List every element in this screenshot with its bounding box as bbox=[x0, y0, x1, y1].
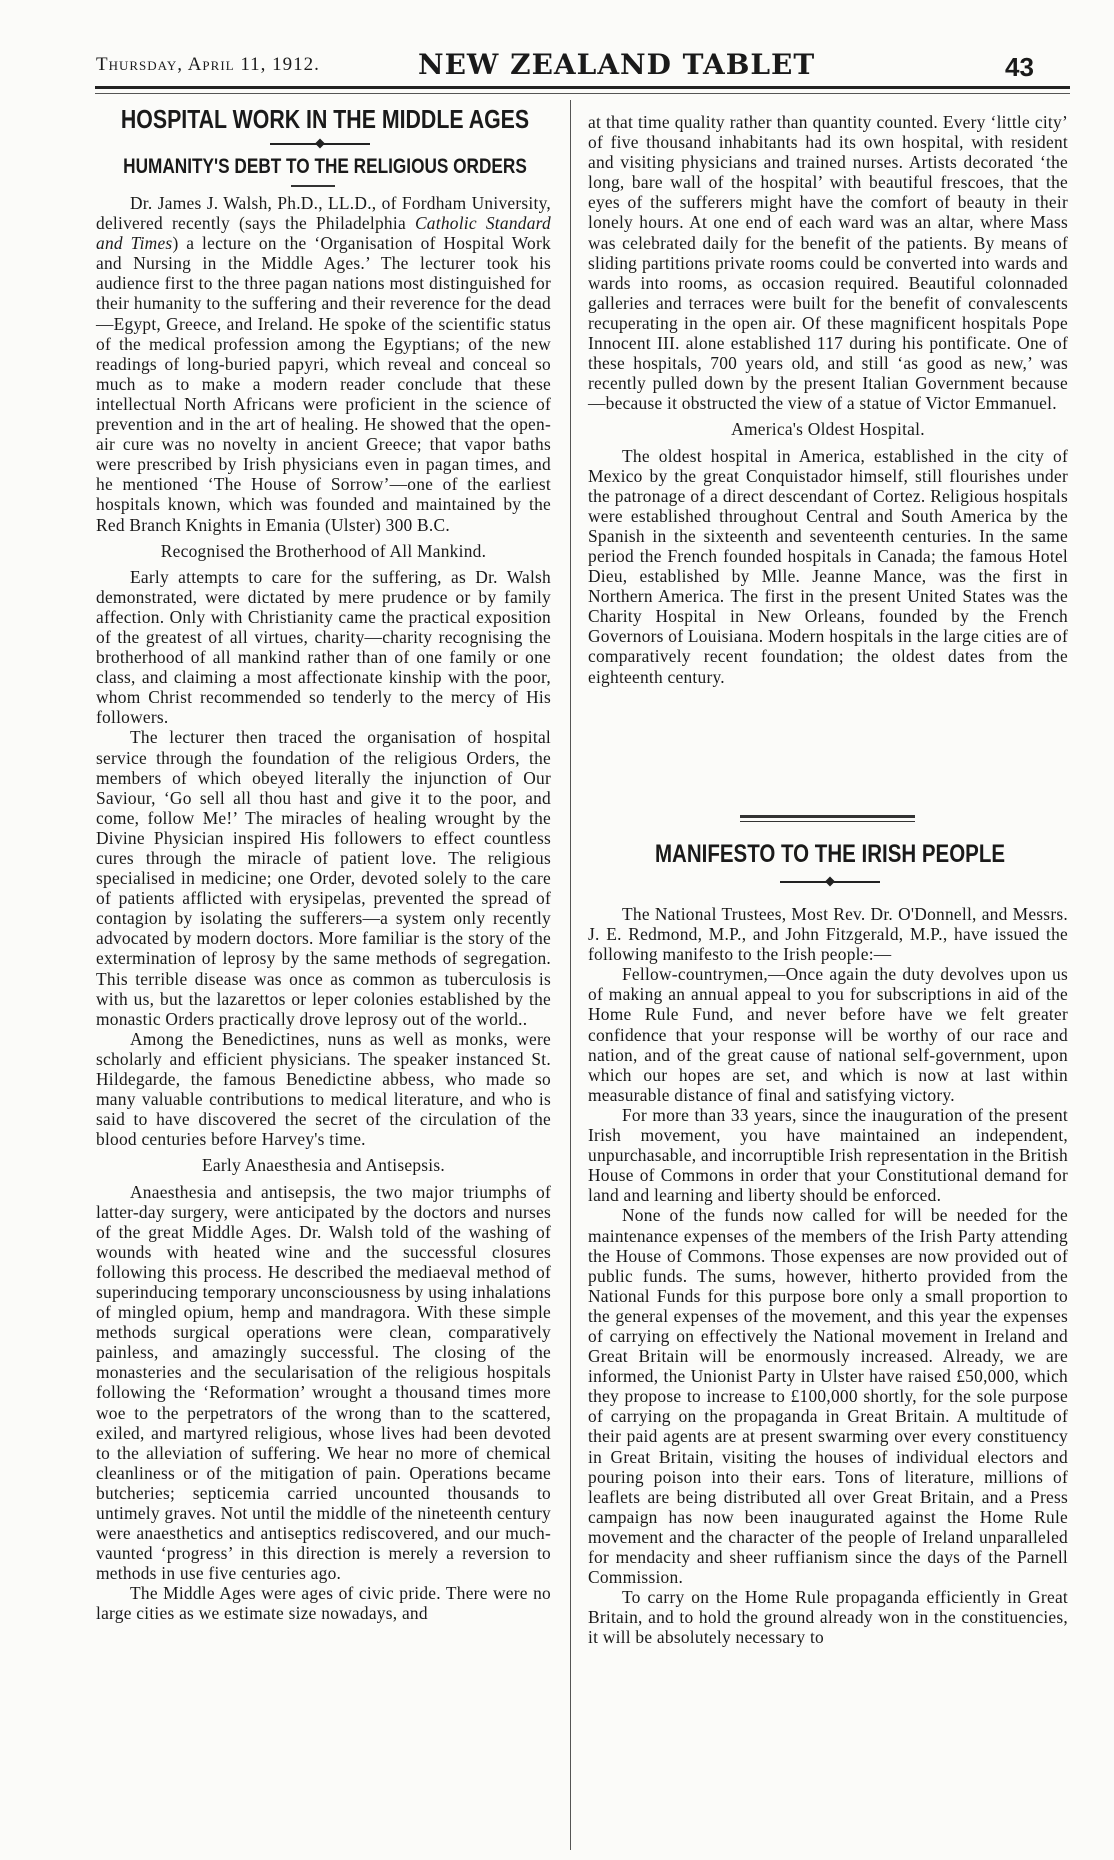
section-subheading: America's Oldest Hospital. bbox=[731, 419, 925, 440]
ornament-divider bbox=[270, 143, 370, 145]
left-column bbox=[96, 193, 551, 1624]
paragraph: Anaesthesia and antisepsis, the two major triumphs of latter-day surgery, were anticipated by the doctors and nurses of the great Middle Ages. Dr. Walsh told of the washing of wounds with heated wine and the successful closures following this process. He described the mediaeval method of superinducing temporary unconsciousness by using inhalations of mingled opium, hemp and mandragora. With these simple methods surgical operations were clean, comparatively painless, and amazingly successful. The closing of the monasteries and the secularisation of the religious hospitals following the ‘Reformation’ wrought a thousand times more woe to the perpetrators of the wrong than to the scattered, exiled, and martyred religious, whose lives had been devoted to the alleviation of suffering. We hear no more of chemical cleanliness or of the mitigation of pain. Operations became butcheries; septicemia carried uncounted thousands to untimely graves. Not until the middle of the nineteenth century were anaesthetics and antiseptics rediscovered, and our much-vaunted ‘progress’ in this direction is merely a reversion to methods in use five centuries ago. bbox=[96, 1181, 551, 1584]
article-subheadline: HUMANITY'S DEBT TO THE RELIGIOUS ORDERS bbox=[123, 155, 527, 178]
paragraph: The National Trustees, Most Rev. Dr. O'Donnell, and Messrs. J. E. Redmond, M.P., and John Fitzgerald, M.P., have issued the following manifesto to the Irish people:— bbox=[588, 904, 1068, 965]
right-column-top bbox=[588, 112, 1068, 687]
header-rule bbox=[95, 86, 1070, 89]
text: Dr. James J. Walsh, Ph.D., LL.D., of Fordham University, delivered recently (says the Philadelphia bbox=[96, 193, 551, 234]
article-separator-thin bbox=[740, 821, 915, 822]
paragraph: at that time quality rather than quantity counted. Every ‘little city’ of five thousand inhabitants had its own hospital, with resident and visiting physicians and trained nurses. Artists decorated ‘the long, bare wall of the hospital’ with beautiful frescoes, that the eyes of the sufferers might have the comfort of beauty in their lonely hours. At one end of each ward was an altar, where Mass was celebrated daily for the benefit of the patients. By means of sliding partitions private rooms could be converted into wards and wards into rooms, as occasion required. Beautiful colonnaded galleries and terraces were built for the benefit of convalescents recuperating in the open air. Of these magnificent hospitals Pope Innocent III. alone established 117 during his pontificate. One of these hospitals, 700 years old, and still ‘as good as new,’ was recently pulled down by the present Italian Government because—because it obstructed the view of a statue of Victor Emmanuel. bbox=[588, 112, 1068, 414]
paragraph: Fellow-countrymen,—Once again the duty devolves upon us of making an annual appeal to you for subscriptions in aid of the Home Rule Fund, and never before have we felt greater confidence that your response will be worthy of our race and nation, and of the great cause of national self-government, upon which our hopes are set, and which is now at last within measurable distance of final and satisfying victory. bbox=[588, 964, 1068, 1105]
paragraph: The oldest hospital in America, established in the city of Mexico by the great Conquistador himself, still flourishes under the patronage of a direct descendant of Cortez. Religious hospitals were established throughout Central and South America by the Spanish in the sixteenth and seventeenth centuries. In the same period the French founded hospitals in Canada; the famous Hotel Dieu, established by Mlle. Jeanne Mance, was the first in Northern America. The first in the present United States was the Charity Hospital in New Orleans, founded by the French Governors of Louisiana. Modern hospitals in the large cities are of comparatively recent foundation; the oldest dates from the eighteenth century. bbox=[588, 445, 1068, 687]
newspaper-title: NEW ZEALAND TABLET bbox=[418, 48, 816, 81]
publication-name: Catholic Standard and Times bbox=[96, 213, 551, 254]
column-divider bbox=[570, 100, 571, 1850]
ornament-divider bbox=[780, 881, 880, 883]
text: ) a lecture on the ‘Organisation of Hospital Work and Nursing in the Middle Ages.’ The lecturer took his audience first to the three pagan nations most distinguished for their humanity to the suffering and their reverence for the dead —Egypt, Greece, and Ireland. He spoke of the scientific status of the medical profession among the Egyptians; of the new readings of long-buried papyri, which reveal and conceal so much as to make a modern reader conclude that these intellectual North Africans were proficient in the science of prevention and in the art of healing. He showed that the open-air cure was no novelty in ancient Greece; that vapor baths were prescribed by Irish physicians even in pagan times, and he mentioned ‘The House of Sorrow’—one of the earliest hospitals known, which was founded and maintained by the Red Branch Knights in Emania (Ulster) 300 B.C. bbox=[96, 233, 551, 535]
page-number: 43 bbox=[1005, 52, 1034, 82]
paragraph bbox=[96, 193, 551, 535]
section-subheading: Early Anaesthesia and Antisepsis. bbox=[202, 1155, 445, 1176]
section-subheading: Recognised the Brotherhood of All Mankind. bbox=[160, 540, 487, 561]
paragraph: For more than 33 years, since the inauguration of the present Irish movement, you have maintained an independent, unpurchasable, and incorruptible Irish representation in the British House of Commons in order that your Constitutional demand for land and learning and liberty should be enforced. bbox=[588, 1104, 1068, 1206]
paragraph: The lecturer then traced the organisation of hospital service through the foundation of the religious Orders, the members of which obeyed literally the injunction of Our Saviour, ‘Go sell all thou hast and give it to the poor, and come, follow Me!’ The miracles of healing wrought by the Divine Physician inspired His followers to effect countless cures through the miracle of patient love. The religious specialised in medicine; one Order, devoted solely to the care of patients afflicted with erysipelas, prevented the spread of contagion by isolating the sufferers—a system only recently advocated by modern doctors. More familiar is the story of the extermination of leprosy by the same methods of segregation. This terrible disease was once as common as tuberculosis is with us, but the lazarettos or leper colonies established by the monastic Orders practically drove leprosy out of the world.. bbox=[96, 727, 551, 1029]
paragraph: Early attempts to care for the suffering, as Dr. Walsh demonstrated, were dictated by mere prudence or by family affection. Only with Christianity came the practical exposition of the greatest of all virtues, charity—charity recognising the brotherhood of all mankind rather than of one family or one class, and claiming a most affectionate kinship with the poor, whom Christ recommended so tenderly to the mercy of His followers. bbox=[96, 566, 551, 728]
right-column-manifesto bbox=[588, 904, 1068, 1647]
short-rule bbox=[291, 185, 335, 187]
header-rule-thin bbox=[95, 93, 1070, 94]
article-headline: MANIFESTO TO THE IRISH PEOPLE bbox=[654, 840, 1006, 868]
paragraph: To carry on the Home Rule propaganda efficiently in Great Britain, and to hold the ground already won in the constituencies, it will be absolutely necessary to bbox=[588, 1587, 1068, 1648]
article-separator bbox=[740, 815, 915, 818]
article-headline: HOSPITAL WORK IN THE MIDDLE AGES bbox=[120, 104, 530, 134]
issue-date: Thursday, April 11, 1912. bbox=[96, 54, 320, 75]
paragraph: None of the funds now called for will be needed for the maintenance expenses of the members of the Irish Party attending the House of Commons. Those expenses are now provided out of public funds. The sums, however, hitherto provided from the National Funds for this purpose bore only a small proportion to the general expenses of the movement, and this year the expenses of carrying on effectively the National movement in Ireland and Great Britain will be enormously increased. Already, we are informed, the Unionist Party in Ulster have raised £50,000, which they propose to increase to £100,000 shortly, for the sole purpose of carrying on the propaganda in Great Britain. A multitude of their paid agents are at present swarming over every constituency in Great Britain, visiting the houses of individual electors and pouring poison into their ears. Tons of literature, millions of leaflets are being distributed all over Great Britain, and a Press campaign has now been inaugurated against the Home Rule movement and the character of the people of Ireland unparalleled for mendacity and sheer ruffianism since the days of the Parnell Commission. bbox=[588, 1205, 1068, 1588]
paragraph: Among the Benedictines, nuns as well as monks, were scholarly and efficient physicians. The speaker instanced St. Hildegarde, the famous Benedictine abbess, who made so many valuable contributions to medical literature, and who is said to have discovered the secret of the circulation of the blood centuries before Harvey's time. bbox=[96, 1028, 551, 1150]
paragraph: The Middle Ages were ages of civic pride. There were no large cities as we estimate size nowadays, and bbox=[96, 1583, 551, 1624]
